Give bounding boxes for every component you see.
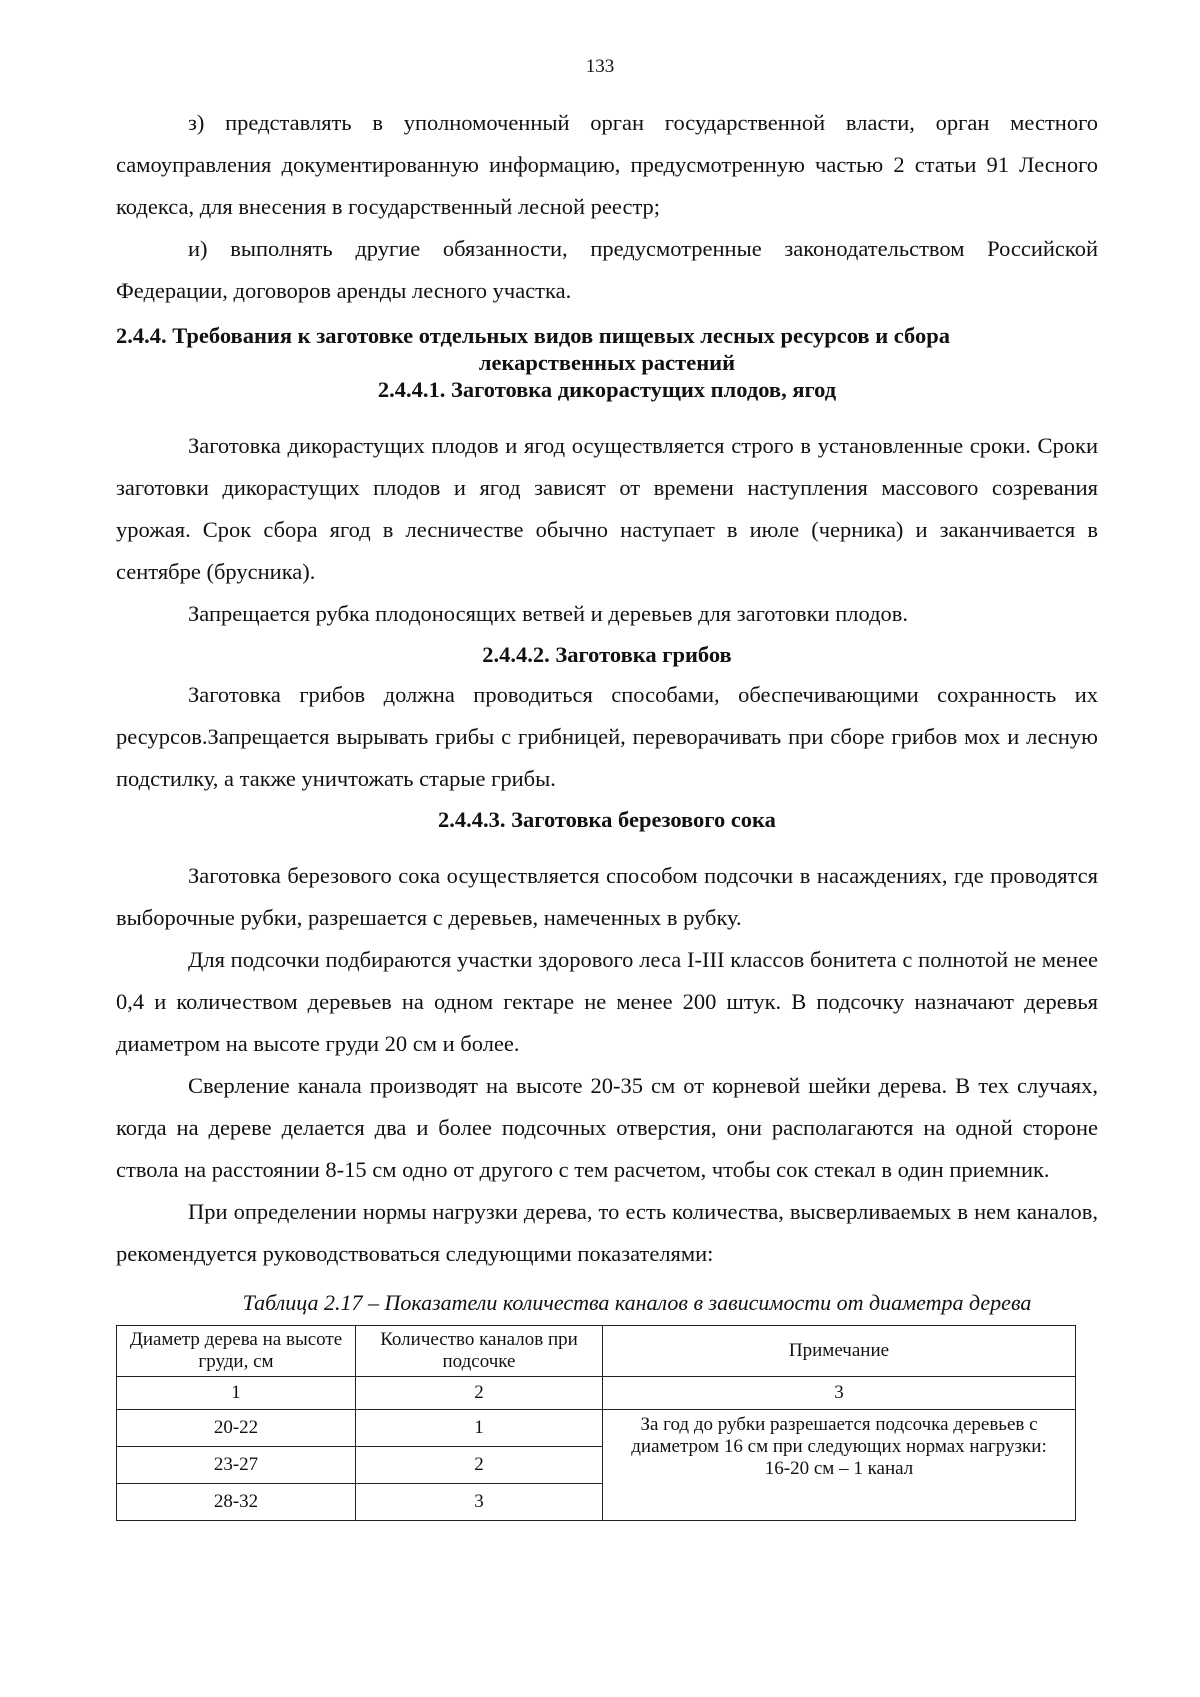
table-column-numbers-row [117, 1377, 1076, 1410]
note-cell [603, 1410, 1076, 1521]
subsection-heading-2-4-4-1: 2.4.4.1. Заготовка дикорастущих плодов, ягод [377, 377, 837, 402]
channels-cell: 2 [356, 1447, 603, 1484]
paragraph: Заготовка грибов должна проводиться способами, обеспечивающими сохранность их ресурсов.Запрещается вырывать грибы с грибницей, переворачивать при сборе грибов мох и лесную подстилку, а также уничтожать старые грибы. [116, 682, 1098, 791]
document-body [116, 102, 1098, 1521]
subsection-heading-2-4-4-2: 2.4.4.2. Заготовка грибов [482, 642, 732, 667]
channels-cell: 1 [356, 1410, 603, 1447]
diameter-cell: 23-27 [117, 1447, 356, 1484]
table-row [117, 1410, 1076, 1447]
diameter-cell: 20-22 [117, 1410, 356, 1447]
channels-table [116, 1325, 1076, 1521]
paragraph: Сверление канала производят на высоте 20-35 см от корневой шейки дерева. В тех случаях, когда на дереве делается два и более подсочных отверстия, они располагаются на одной стороне ствола на расстоянии 8-15 см одно от другого с тем расчетом, чтобы сок стекал в один приемник. [116, 1073, 1098, 1182]
paragraph: При определении нормы нагрузки дерева, то есть количества, высверливаемых в нем каналов, рекомендуется руководствоваться следующими показателями: [116, 1199, 1098, 1266]
diameter-cell: 28-32 [117, 1484, 356, 1521]
table-header-row [117, 1326, 1076, 1377]
paragraph: Заготовка березового сока осуществляется способом подсочки в насаждениях, где проводятся выборочные рубки, разрешается с деревьев, намеченных в рубку. [116, 863, 1098, 930]
column-number: 2 [356, 1377, 603, 1410]
column-number: 3 [603, 1377, 1076, 1410]
paragraph: з) представлять в уполномоченный орган государственной власти, орган местного самоуправления документированную информацию, предусмотренную частью 2 статьи 91 Лесного кодекса, для внесения в государственный лесной реестр; [116, 110, 1098, 219]
channels-cell: 3 [356, 1484, 603, 1521]
page-number: 133 [585, 56, 615, 77]
note-text: 16-20 см – 1 канал [764, 1458, 914, 1479]
paragraph: и) выполнять другие обязанности, предусмотренные законодательством Российской Федерации, договоров аренды лесного участка. [116, 236, 1098, 303]
paragraph: Запрещается рубка плодоносящих ветвей и деревьев для заготовки плодов. [188, 601, 909, 626]
section-heading-2-4-4: 2.4.4. Требования к заготовке отдельных видов пищевых лесных ресурсов и сбора лекарственных растений [116, 323, 951, 375]
paragraph: Для подсочки подбираются участки здорового леса I-III классов бонитета с полнотой не менее 0,4 и количеством деревьев на одном гектаре не менее 200 штук. В подсочку назначают деревья диаметром на высоте груди 20 см и более. [116, 947, 1098, 1056]
subsection-heading-2-4-4-3: 2.4.4.3. Заготовка березового сока [438, 807, 776, 832]
column-number: 1 [117, 1377, 356, 1410]
header-channels: Количество каналов при подсочке [356, 1326, 603, 1377]
header-note: Примечание [603, 1326, 1076, 1377]
table-caption: Таблица 2.17 – Показатели количества каналов в зависимости от диаметра дерева [242, 1290, 1032, 1315]
paragraph: Заготовка дикорастущих плодов и ягод осуществляется строго в установленные сроки. Сроки заготовки дикорастущих плодов и ягод зависят от времени наступления массового созревания урожая. Срок сбора ягод в лесничестве обычно наступает в июле (черника) и заканчивается в сентябре (брусника). [116, 433, 1098, 584]
header-diameter: Диаметр дерева на высоте груди, см [117, 1326, 356, 1377]
note-text: За год до рубки разрешается подсочка деревьев с диаметром 16 см при следующих нормах нагрузки: [631, 1414, 1047, 1457]
